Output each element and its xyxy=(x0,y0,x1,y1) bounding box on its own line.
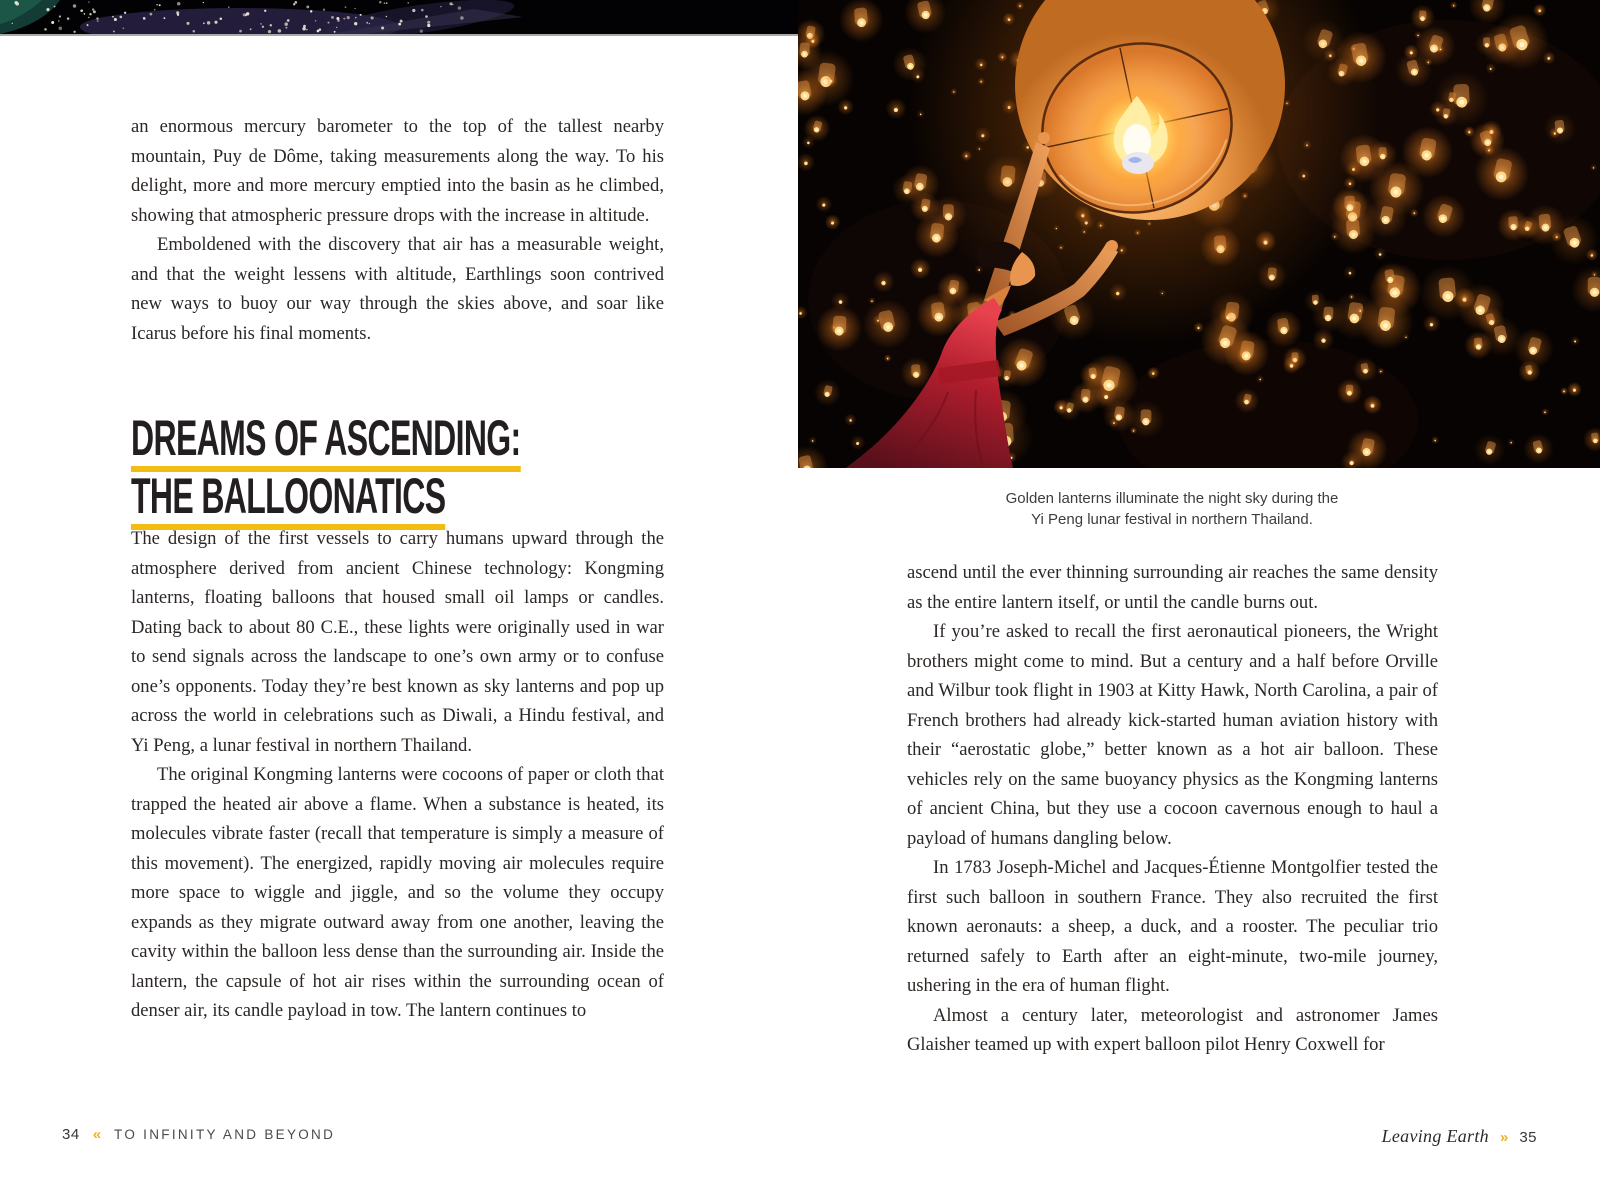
body-paragraph: Almost a century later, meteorologist and astronomer James Glaisher teamed up with expert balloon pilot Henry Coxwell for xyxy=(907,1004,1438,1055)
body-paragraph: ascend until the ever thinning surrounding air reaches the same density as the entire lantern itself, or until the candle burns out. xyxy=(907,562,1438,613)
left-page-text-block xyxy=(131,524,664,1026)
right-page-text-block xyxy=(907,558,1438,1060)
body-paragraph: In 1783 Joseph-Michel and Jacques-Étienne Montgolfier tested the first such balloon in southern France. They also recruited the first known aeronauts: a sheep, a duck, and a rooster. The peculiar trio returned safely to Earth after an eight-minute, two-mile journey, ushering in the era of human flight. xyxy=(907,857,1438,996)
heading-line: DREAMS OF ASCENDING: xyxy=(131,413,521,472)
page-number: 34 xyxy=(62,1126,80,1143)
hand xyxy=(1038,132,1050,144)
heading-line: THE BALLOONATICS xyxy=(131,471,445,530)
guillemet-left-icon: « xyxy=(92,1126,102,1143)
body-paragraph: Emboldened with the discovery that air has a measurable weight, and that the weight lessens with altitude, Earthlings soon contrived new ways to buoy our way through the skies above, and soar like Icarus before his final moments. xyxy=(131,234,664,344)
guillemet-right-icon: » xyxy=(1499,1129,1509,1146)
starry-sky-sliver-image xyxy=(0,0,798,34)
fuel-cell xyxy=(1122,152,1154,174)
caption-line: Golden lanterns illuminate the night sky during the xyxy=(1005,490,1339,507)
section-heading xyxy=(131,410,740,529)
left-page-footer xyxy=(62,1126,335,1143)
lantern-photo xyxy=(798,0,1600,468)
hand xyxy=(1106,240,1118,252)
body-paragraph: The original Kongming lanterns were cocoons of paper or cloth that trapped the heated air above a flame. When a substance is heated, its molecules vibrate faster (recall that temperature is simply a measure of this movement). The energized, rapidly moving air molecules require more space to wiggle and jiggle, and so the volume they occupy expands as they migrate outward away from one another, leaving the cavity within the balloon less dense than the surrounding air. Inside the lantern, the capsule of hot air rises within the surrounding ocean of denser air, its candle payload in tow. The lantern continues to xyxy=(131,764,664,1021)
page-number: 35 xyxy=(1519,1129,1537,1146)
chapter-title: Leaving Earth xyxy=(1381,1126,1489,1146)
strip-divider-rule xyxy=(0,34,798,36)
left-page-text-block xyxy=(131,112,664,348)
yi-peng-lanterns-image xyxy=(798,0,1600,468)
caption-line: Yi Peng lunar festival in northern Thailand. xyxy=(1031,511,1313,528)
page-top-image-strip xyxy=(0,0,798,34)
right-page-footer xyxy=(1382,1126,1537,1147)
body-paragraph: an enormous mercury barometer to the top of the tallest nearby mountain, Puy de Dôme, taking measurements along the way. To his delight, more and more mercury emptied into the basin as he climbed, showing that atmospheric pressure drops with the increase in altitude. xyxy=(131,116,664,226)
book-title: TO INFINITY AND BEYOND xyxy=(114,1127,336,1142)
photo-caption xyxy=(906,488,1438,530)
body-paragraph: If you’re asked to recall the first aeronautical pioneers, the Wright brothers might come to mind. But a century and a half before Orville and Wilbur took flight in 1903 at Kitty Hawk, North Carolina, a pair of French brothers had already kick-started human aviation history with their “aerostatic globe,” better known as a hot air balloon. These vehicles rely on the same buoyancy physics as the Kongming lanterns of ancient China, but they use a cocoon cavernous enough to haul a payload of humans dangling below. xyxy=(907,621,1438,849)
body-paragraph: The design of the first vessels to carry humans upward through the atmosphere derived from ancient Chinese technology: Kongming lanterns, floating balloons that housed small oil lamps or candles. Dating back to about 80 C.E., these lights were originally used in war to send signals across the landscape to one’s own army or to confuse one’s opponents. Today they’re best known as sky lanterns and pop up across the world in celebrations such as Diwali, a Hindu festival, and Yi Peng, a lunar festival in northern Thailand. xyxy=(131,528,664,756)
